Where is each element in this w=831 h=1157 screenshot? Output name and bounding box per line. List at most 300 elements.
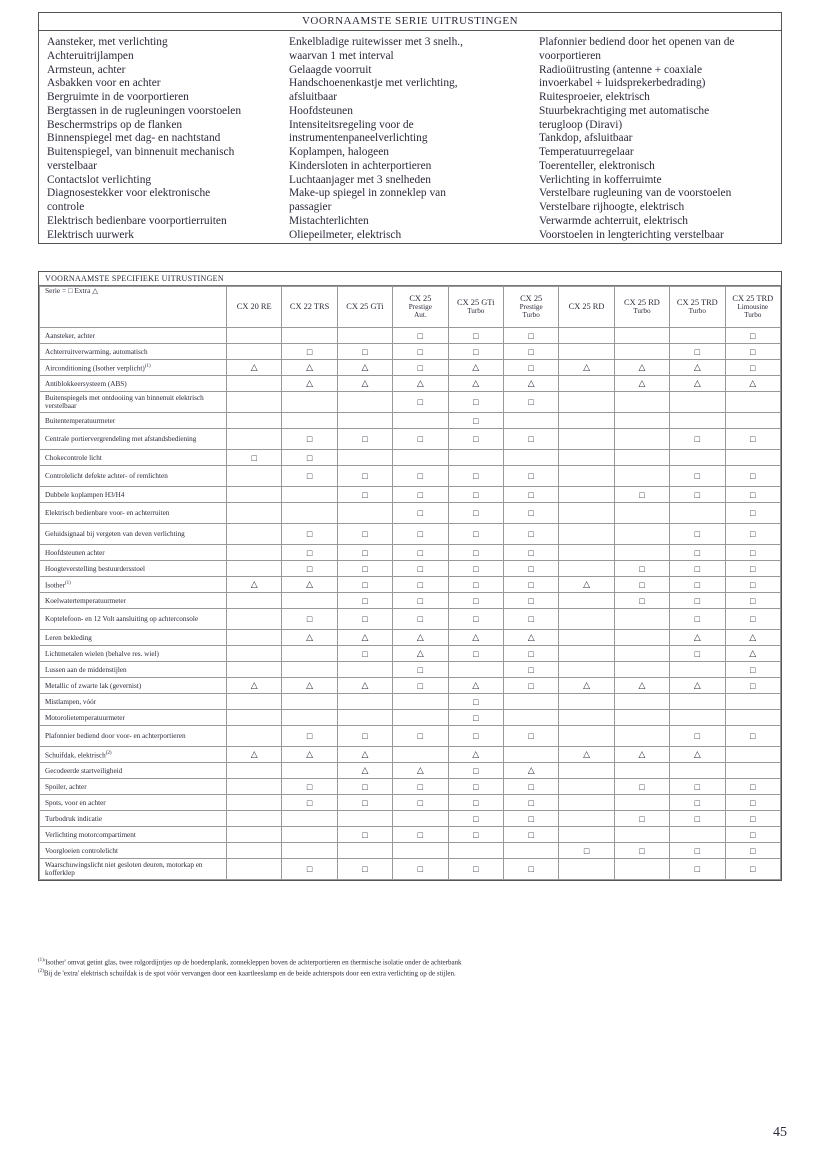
empty-cell [393, 843, 448, 859]
serie-mark: □ [670, 466, 725, 487]
serie-item: invoerkabel + luidsprekerbedrading) [539, 77, 706, 90]
serie-mark: □ [282, 466, 337, 487]
serie-item: Binnenspiegel met dag- en nachtstand [47, 132, 221, 145]
footnote-number: (2) [38, 969, 44, 975]
empty-cell [282, 646, 337, 662]
feature-label-cell [40, 561, 227, 577]
serie-mark: □ [725, 360, 780, 376]
model-column-header [282, 287, 337, 328]
serie-item: Elektrisch bedienbare voorportierruiten [47, 214, 227, 227]
feature-label: Achterruitverwarming, automatisch [45, 347, 148, 356]
empty-cell [559, 726, 614, 747]
feature-label: Metallic of zwarte lak (gevernist) [45, 681, 142, 690]
serie-item: Luchtaanjager met 3 snelheden [289, 173, 432, 186]
feature-label-cell [40, 344, 227, 360]
serie-mark: □ [393, 795, 448, 811]
empty-cell [227, 710, 282, 726]
extra-mark: △ [614, 360, 669, 376]
serie-mark: □ [725, 811, 780, 827]
feature-label: Spoiler, achter [45, 782, 87, 791]
serie-mark: □ [393, 328, 448, 344]
serie-mark: □ [337, 545, 392, 561]
serie-mark: □ [503, 360, 558, 376]
empty-cell [670, 662, 725, 678]
empty-cell [337, 710, 392, 726]
empty-cell [282, 827, 337, 843]
empty-cell [670, 328, 725, 344]
empty-cell [337, 328, 392, 344]
empty-cell [227, 561, 282, 577]
table-row [40, 450, 781, 466]
feature-label-cell [40, 630, 227, 646]
feature-label-cell [40, 843, 227, 859]
serie-mark: □ [282, 524, 337, 545]
serie-mark: □ [725, 593, 780, 609]
serie-mark: □ [448, 344, 503, 360]
empty-cell [282, 694, 337, 710]
feature-label-cell [40, 779, 227, 795]
serie-mark: □ [670, 795, 725, 811]
model-column-header [503, 287, 558, 328]
empty-cell [282, 593, 337, 609]
serie-mark: □ [725, 487, 780, 503]
serie-mark: □ [670, 779, 725, 795]
serie-mark: □ [393, 609, 448, 630]
feature-label: Lussen aan de middenstijlen [45, 665, 127, 674]
empty-cell [282, 843, 337, 859]
serie-mark: □ [725, 577, 780, 593]
empty-cell [725, 747, 780, 763]
serie-mark: □ [725, 859, 780, 880]
serie-mark: □ [725, 524, 780, 545]
serie-item: Toerenteller, elektronisch [539, 159, 655, 172]
extra-mark: △ [282, 577, 337, 593]
serie-mark: □ [503, 545, 558, 561]
empty-cell [559, 376, 614, 392]
serie-mark: □ [227, 450, 282, 466]
model-header-line: CX 25 [409, 294, 432, 303]
feature-label: Lichtmetalen wielen (behalve res. wiel) [45, 649, 159, 658]
serie-mark: □ [393, 429, 448, 450]
model-column-header [670, 287, 725, 328]
empty-cell [448, 450, 503, 466]
serie-mark: □ [725, 843, 780, 859]
feature-label-cell [40, 694, 227, 710]
table-row [40, 376, 781, 392]
extra-mark: △ [337, 763, 392, 779]
table-row [40, 827, 781, 843]
serie-mark: □ [503, 561, 558, 577]
extra-mark: △ [337, 678, 392, 694]
serie-mark: □ [337, 609, 392, 630]
serie-mark: □ [503, 344, 558, 360]
feature-label: Plafonnier bediend door voor- en achterportieren [45, 732, 186, 740]
extra-mark: △ [282, 747, 337, 763]
serie-mark: □ [670, 561, 725, 577]
empty-cell [614, 429, 669, 450]
feature-label-cell [40, 545, 227, 561]
empty-cell [559, 827, 614, 843]
serie-mark: □ [670, 577, 725, 593]
feature-label: Koelwatertemperatuurmeter [45, 596, 127, 605]
serie-item: instrumentenpaneelverlichting [289, 132, 428, 145]
extra-mark: △ [559, 678, 614, 694]
model-column-header [614, 287, 669, 328]
serie-mark: □ [614, 593, 669, 609]
feature-label-cell [40, 450, 227, 466]
feature-label: Voorgloeien controlelicht [45, 846, 118, 855]
serie-mark: □ [614, 487, 669, 503]
feature-label-cell [40, 763, 227, 779]
table-row [40, 360, 781, 376]
table-row [40, 466, 781, 487]
model-header-line: Limousine [737, 303, 769, 311]
extra-mark: △ [448, 630, 503, 646]
table-row [40, 747, 781, 763]
serie-mark: □ [670, 843, 725, 859]
serie-item: Verlichting in kofferruimte [539, 173, 662, 186]
serie-mark: □ [503, 503, 558, 524]
serie-mark: □ [448, 466, 503, 487]
model-column-header [393, 287, 448, 328]
empty-cell [227, 593, 282, 609]
serie-item: Achteruitrijlampen [47, 49, 134, 62]
empty-cell [393, 747, 448, 763]
serie-item: Intensiteitsregeling voor de [289, 118, 414, 131]
feature-label: Hoofdsteunen achter [45, 548, 105, 557]
serie-mark: □ [393, 779, 448, 795]
empty-cell [227, 503, 282, 524]
extra-mark: △ [448, 376, 503, 392]
serie-mark: □ [337, 859, 392, 880]
model-header-line: Turbo [744, 311, 762, 319]
model-header-line: CX 25 GTi [346, 302, 384, 311]
extra-mark: △ [282, 678, 337, 694]
serie-mark: □ [503, 827, 558, 843]
extra-mark: △ [670, 630, 725, 646]
extra-mark: △ [670, 376, 725, 392]
serie-mark: □ [725, 662, 780, 678]
footnote [38, 967, 462, 978]
feature-label-cell [40, 609, 227, 630]
serie-mark: □ [448, 827, 503, 843]
extra-mark: △ [393, 646, 448, 662]
empty-cell [614, 413, 669, 429]
extra-mark: △ [227, 747, 282, 763]
extra-mark: △ [393, 376, 448, 392]
extra-mark: △ [503, 376, 558, 392]
serie-mark: □ [670, 859, 725, 880]
serie-mark: □ [503, 487, 558, 503]
table-row [40, 577, 781, 593]
legend-cell [40, 287, 227, 328]
serie-mark: □ [448, 487, 503, 503]
table-row [40, 344, 781, 360]
empty-cell [559, 392, 614, 413]
empty-cell [614, 466, 669, 487]
serie-mark: □ [448, 795, 503, 811]
serie-mark: □ [393, 360, 448, 376]
serie-mark: □ [503, 859, 558, 880]
feature-label-cell [40, 662, 227, 678]
serie-mark: □ [670, 726, 725, 747]
extra-mark: △ [614, 678, 669, 694]
empty-cell [670, 694, 725, 710]
feature-label: Airconditioning (Isother verplicht) [45, 364, 145, 373]
serie-title: VOORNAAMSTE SERIE UITRUSTINGEN [39, 13, 781, 31]
empty-cell [670, 710, 725, 726]
serie-mark: □ [725, 726, 780, 747]
model-column-header [448, 287, 503, 328]
model-header-line: CX 25 [520, 294, 543, 303]
empty-cell [282, 487, 337, 503]
empty-cell [227, 763, 282, 779]
serie-mark: □ [282, 726, 337, 747]
feature-label: Buitenspiegels met ontdooiing van binnenuit elektrisch verstelbaar [45, 394, 204, 410]
serie-mark: □ [282, 609, 337, 630]
serie-item: Kindersloten in achterportieren [289, 159, 432, 172]
feature-label: Geluidsignaal bij vergeten van deven verlichting [45, 530, 185, 538]
footnote-text: 'Isother' omvat getint glas, twee rolgordijntjes op de hoedenplank, zonnekleppen boven de achterportieren en thermische isolatie onder de achterbank [43, 958, 462, 967]
serie-item: Beschermstrips op de flanken [47, 118, 183, 131]
serie-mark: □ [393, 593, 448, 609]
empty-cell [393, 450, 448, 466]
model-header-line: CX 25 GTi [457, 298, 495, 307]
empty-cell [227, 413, 282, 429]
serie-mark: □ [614, 843, 669, 859]
serie-mark: □ [282, 561, 337, 577]
serie-mark: □ [503, 646, 558, 662]
model-column-header [337, 287, 392, 328]
extra-mark: △ [393, 630, 448, 646]
feature-label-cell [40, 328, 227, 344]
serie-item: Temperatuurregelaar [539, 146, 634, 158]
empty-cell [725, 413, 780, 429]
footnote [38, 956, 462, 967]
serie-mark: □ [503, 429, 558, 450]
serie-mark: □ [725, 561, 780, 577]
empty-cell [227, 328, 282, 344]
empty-cell [282, 392, 337, 413]
extra-mark: △ [227, 577, 282, 593]
serie-mark: □ [725, 779, 780, 795]
extra-mark: △ [227, 360, 282, 376]
serie-mark: □ [448, 779, 503, 795]
serie-mark: □ [448, 429, 503, 450]
serie-mark: □ [448, 710, 503, 726]
feature-label-cell [40, 811, 227, 827]
serie-mark: □ [448, 694, 503, 710]
empty-cell [559, 429, 614, 450]
serie-mark: □ [614, 779, 669, 795]
empty-cell [725, 763, 780, 779]
serie-mark: □ [393, 545, 448, 561]
serie-mark: □ [503, 678, 558, 694]
table-row [40, 859, 781, 880]
empty-cell [227, 376, 282, 392]
extra-mark: △ [448, 678, 503, 694]
serie-mark: □ [337, 593, 392, 609]
empty-cell [337, 694, 392, 710]
empty-cell [614, 609, 669, 630]
serie-uitrustingen-box [38, 12, 782, 244]
empty-cell [227, 779, 282, 795]
serie-mark: □ [503, 392, 558, 413]
table-row [40, 503, 781, 524]
serie-item: Tankdop, afsluitbaar [539, 132, 633, 145]
model-header-line: Turbo [688, 307, 706, 315]
extra-mark: △ [725, 376, 780, 392]
serie-mark: □ [503, 662, 558, 678]
extra-mark: △ [282, 376, 337, 392]
serie-mark: □ [393, 344, 448, 360]
empty-cell [614, 646, 669, 662]
feature-label: Mistlampen, vóór [45, 697, 97, 706]
serie-item: Oliepeilmeter, elektrisch [289, 228, 402, 241]
spec-table [39, 286, 781, 880]
feature-label: Leren bekleding [45, 633, 92, 642]
empty-cell [227, 524, 282, 545]
feature-label: Koptelefoon- en 12 Volt aansluiting op achterconsole [45, 615, 199, 623]
serie-mark: □ [448, 392, 503, 413]
empty-cell [448, 843, 503, 859]
feature-label: Elektrisch bedienbare voor- en achterruiten [45, 509, 170, 517]
empty-cell [614, 662, 669, 678]
feature-label: Centrale portiervergrendeling met afstandsbediening [45, 435, 197, 443]
empty-cell [337, 503, 392, 524]
serie-mark: □ [670, 344, 725, 360]
empty-cell [559, 545, 614, 561]
footnote-marker: (1) [64, 580, 71, 586]
feature-label-cell [40, 827, 227, 843]
table-row [40, 328, 781, 344]
serie-mark: □ [282, 795, 337, 811]
extra-mark: △ [670, 360, 725, 376]
serie-item: Verstelbare rijhoogte, elektrisch [539, 201, 685, 213]
serie-mark: □ [337, 429, 392, 450]
empty-cell [227, 843, 282, 859]
serie-item: Plafonnier bediend door het openen van de [539, 36, 735, 48]
feature-label-cell [40, 646, 227, 662]
serie-mark: □ [337, 577, 392, 593]
extra-mark: △ [670, 678, 725, 694]
serie-mark: □ [448, 328, 503, 344]
empty-cell [559, 646, 614, 662]
table-row [40, 561, 781, 577]
empty-cell [337, 811, 392, 827]
serie-mark: □ [282, 859, 337, 880]
serie-mark: □ [393, 392, 448, 413]
spec-title: VOORNAAMSTE SPECIFIEKE UITRUSTINGEN [39, 272, 781, 286]
extra-mark: △ [393, 763, 448, 779]
empty-cell [614, 392, 669, 413]
extra-mark: △ [725, 646, 780, 662]
model-header-line: CX 25 RD [624, 298, 660, 307]
feature-label-cell [40, 392, 227, 413]
serie-mark: □ [503, 577, 558, 593]
serie-mark: □ [393, 859, 448, 880]
feature-label-cell [40, 429, 227, 450]
empty-cell [725, 710, 780, 726]
serie-mark: □ [448, 593, 503, 609]
model-header-line: CX 25 TRD [732, 294, 774, 303]
empty-cell [282, 763, 337, 779]
empty-cell [559, 710, 614, 726]
empty-cell [614, 859, 669, 880]
serie-mark: □ [725, 795, 780, 811]
table-row [40, 413, 781, 429]
feature-label: Hoogteverstelling bestuurdersstoel [45, 564, 146, 573]
empty-cell [559, 466, 614, 487]
table-row [40, 662, 781, 678]
serie-mark: □ [393, 726, 448, 747]
extra-mark: △ [448, 747, 503, 763]
serie-mark: □ [448, 413, 503, 429]
feature-label-cell [40, 524, 227, 545]
serie-mark: □ [393, 827, 448, 843]
empty-cell [503, 710, 558, 726]
serie-item: Verstelbare rugleuning van de voorstoelen [539, 187, 732, 200]
specifieke-uitrustingen-table-box [38, 271, 782, 881]
extra-mark: △ [227, 678, 282, 694]
feature-label: Schuifdak, elektrisch [45, 751, 106, 760]
serie-mark: □ [393, 561, 448, 577]
table-row [40, 593, 781, 609]
empty-cell [227, 609, 282, 630]
model-header-line: Aut. [414, 311, 427, 319]
spec-header-row [40, 287, 781, 328]
feature-label: Buitentemperatuurmeter [45, 416, 116, 425]
serie-mark: □ [448, 561, 503, 577]
extra-mark: △ [559, 360, 614, 376]
serie-mark: □ [337, 487, 392, 503]
serie-mark: □ [448, 609, 503, 630]
feature-label-cell [40, 859, 227, 880]
empty-cell [227, 429, 282, 450]
model-header-line: CX 25 RD [568, 302, 605, 311]
feature-label-cell [40, 710, 227, 726]
serie-mark: □ [337, 646, 392, 662]
table-row [40, 763, 781, 779]
empty-cell [670, 763, 725, 779]
empty-cell [670, 827, 725, 843]
serie-item: Contactslot verlichting [47, 173, 152, 186]
empty-cell [725, 450, 780, 466]
empty-cell [670, 392, 725, 413]
table-row [40, 646, 781, 662]
serie-mark: □ [448, 859, 503, 880]
empty-cell [282, 413, 337, 429]
empty-cell [614, 344, 669, 360]
serie-item: Verwarmde achterruit, elektrisch [539, 214, 688, 227]
empty-cell [614, 726, 669, 747]
feature-label: Spots, voor en achter [45, 798, 106, 807]
empty-cell [393, 710, 448, 726]
serie-item: Elektrisch uurwerk [47, 228, 134, 241]
serie-mark: □ [337, 726, 392, 747]
serie-column-1 [47, 36, 241, 242]
serie-mark: □ [503, 779, 558, 795]
empty-cell [503, 843, 558, 859]
table-row [40, 678, 781, 694]
serie-item: Buitenspiegel, van binnenuit mechanisch [47, 146, 235, 158]
empty-cell [614, 450, 669, 466]
serie-item: controle [47, 201, 85, 213]
table-row [40, 609, 781, 630]
feature-label-cell [40, 413, 227, 429]
serie-item: waarvan 1 met interval [289, 49, 394, 62]
serie-mark: □ [503, 524, 558, 545]
